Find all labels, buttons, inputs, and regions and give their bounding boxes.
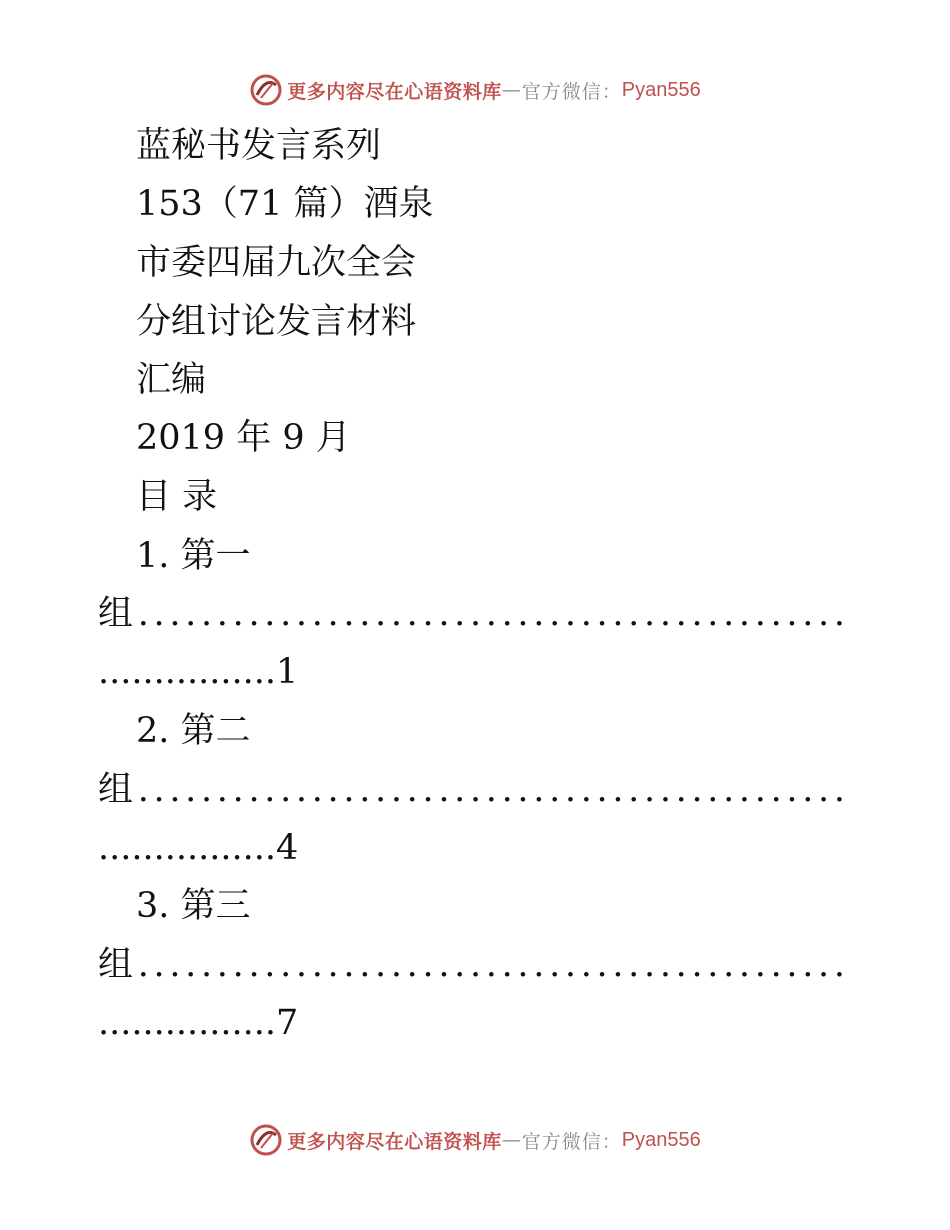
toc-entry-1-label[interactable]: 1. 第一 (136, 536, 251, 576)
brand-logo-icon (249, 73, 283, 107)
title-line-5: 汇编 (136, 360, 207, 400)
banner-dash: — (501, 1129, 522, 1151)
title-line-2: 153（71 篇）酒泉 (136, 184, 434, 224)
banner-main-text: 更多内容尽在心语资料库 (287, 80, 502, 103)
banner-wechat-id: Pyan556 (621, 78, 701, 101)
toc-entry-1-leader[interactable]: 组............................................. (98, 594, 850, 634)
title-line-1: 蓝秘书发言系列 (136, 126, 382, 166)
toc-entry-2-leader[interactable]: 组............................................. (98, 770, 850, 810)
header-banner (0, 70, 950, 110)
footer-banner (0, 1120, 950, 1160)
banner-dash: — (501, 79, 522, 101)
toc-entry-3-leader[interactable]: 组............................................. (98, 945, 850, 985)
toc-entry-3-page[interactable]: ................7 (98, 1003, 299, 1043)
banner-official-label: 官方微信： (521, 80, 622, 103)
toc-heading: 目 录 (136, 477, 218, 517)
banner-official-label: 官方微信： (521, 1130, 622, 1153)
toc-entry-1-page[interactable]: ................1 (98, 652, 299, 692)
banner-main-text: 更多内容尽在心语资料库 (287, 1130, 502, 1153)
toc-entry-2-label[interactable]: 2. 第二 (136, 711, 251, 751)
banner-wechat-id: Pyan556 (621, 1128, 701, 1151)
title-line-4: 分组讨论发言材料 (136, 302, 417, 342)
brand-logo-icon (249, 1123, 283, 1157)
document-date: 2019 年 9 月 (136, 418, 351, 458)
toc-entry-3-label[interactable]: 3. 第三 (136, 886, 251, 926)
toc-entry-2-page[interactable]: ................4 (98, 828, 299, 868)
title-line-3: 市委四届九次全会 (136, 243, 417, 283)
